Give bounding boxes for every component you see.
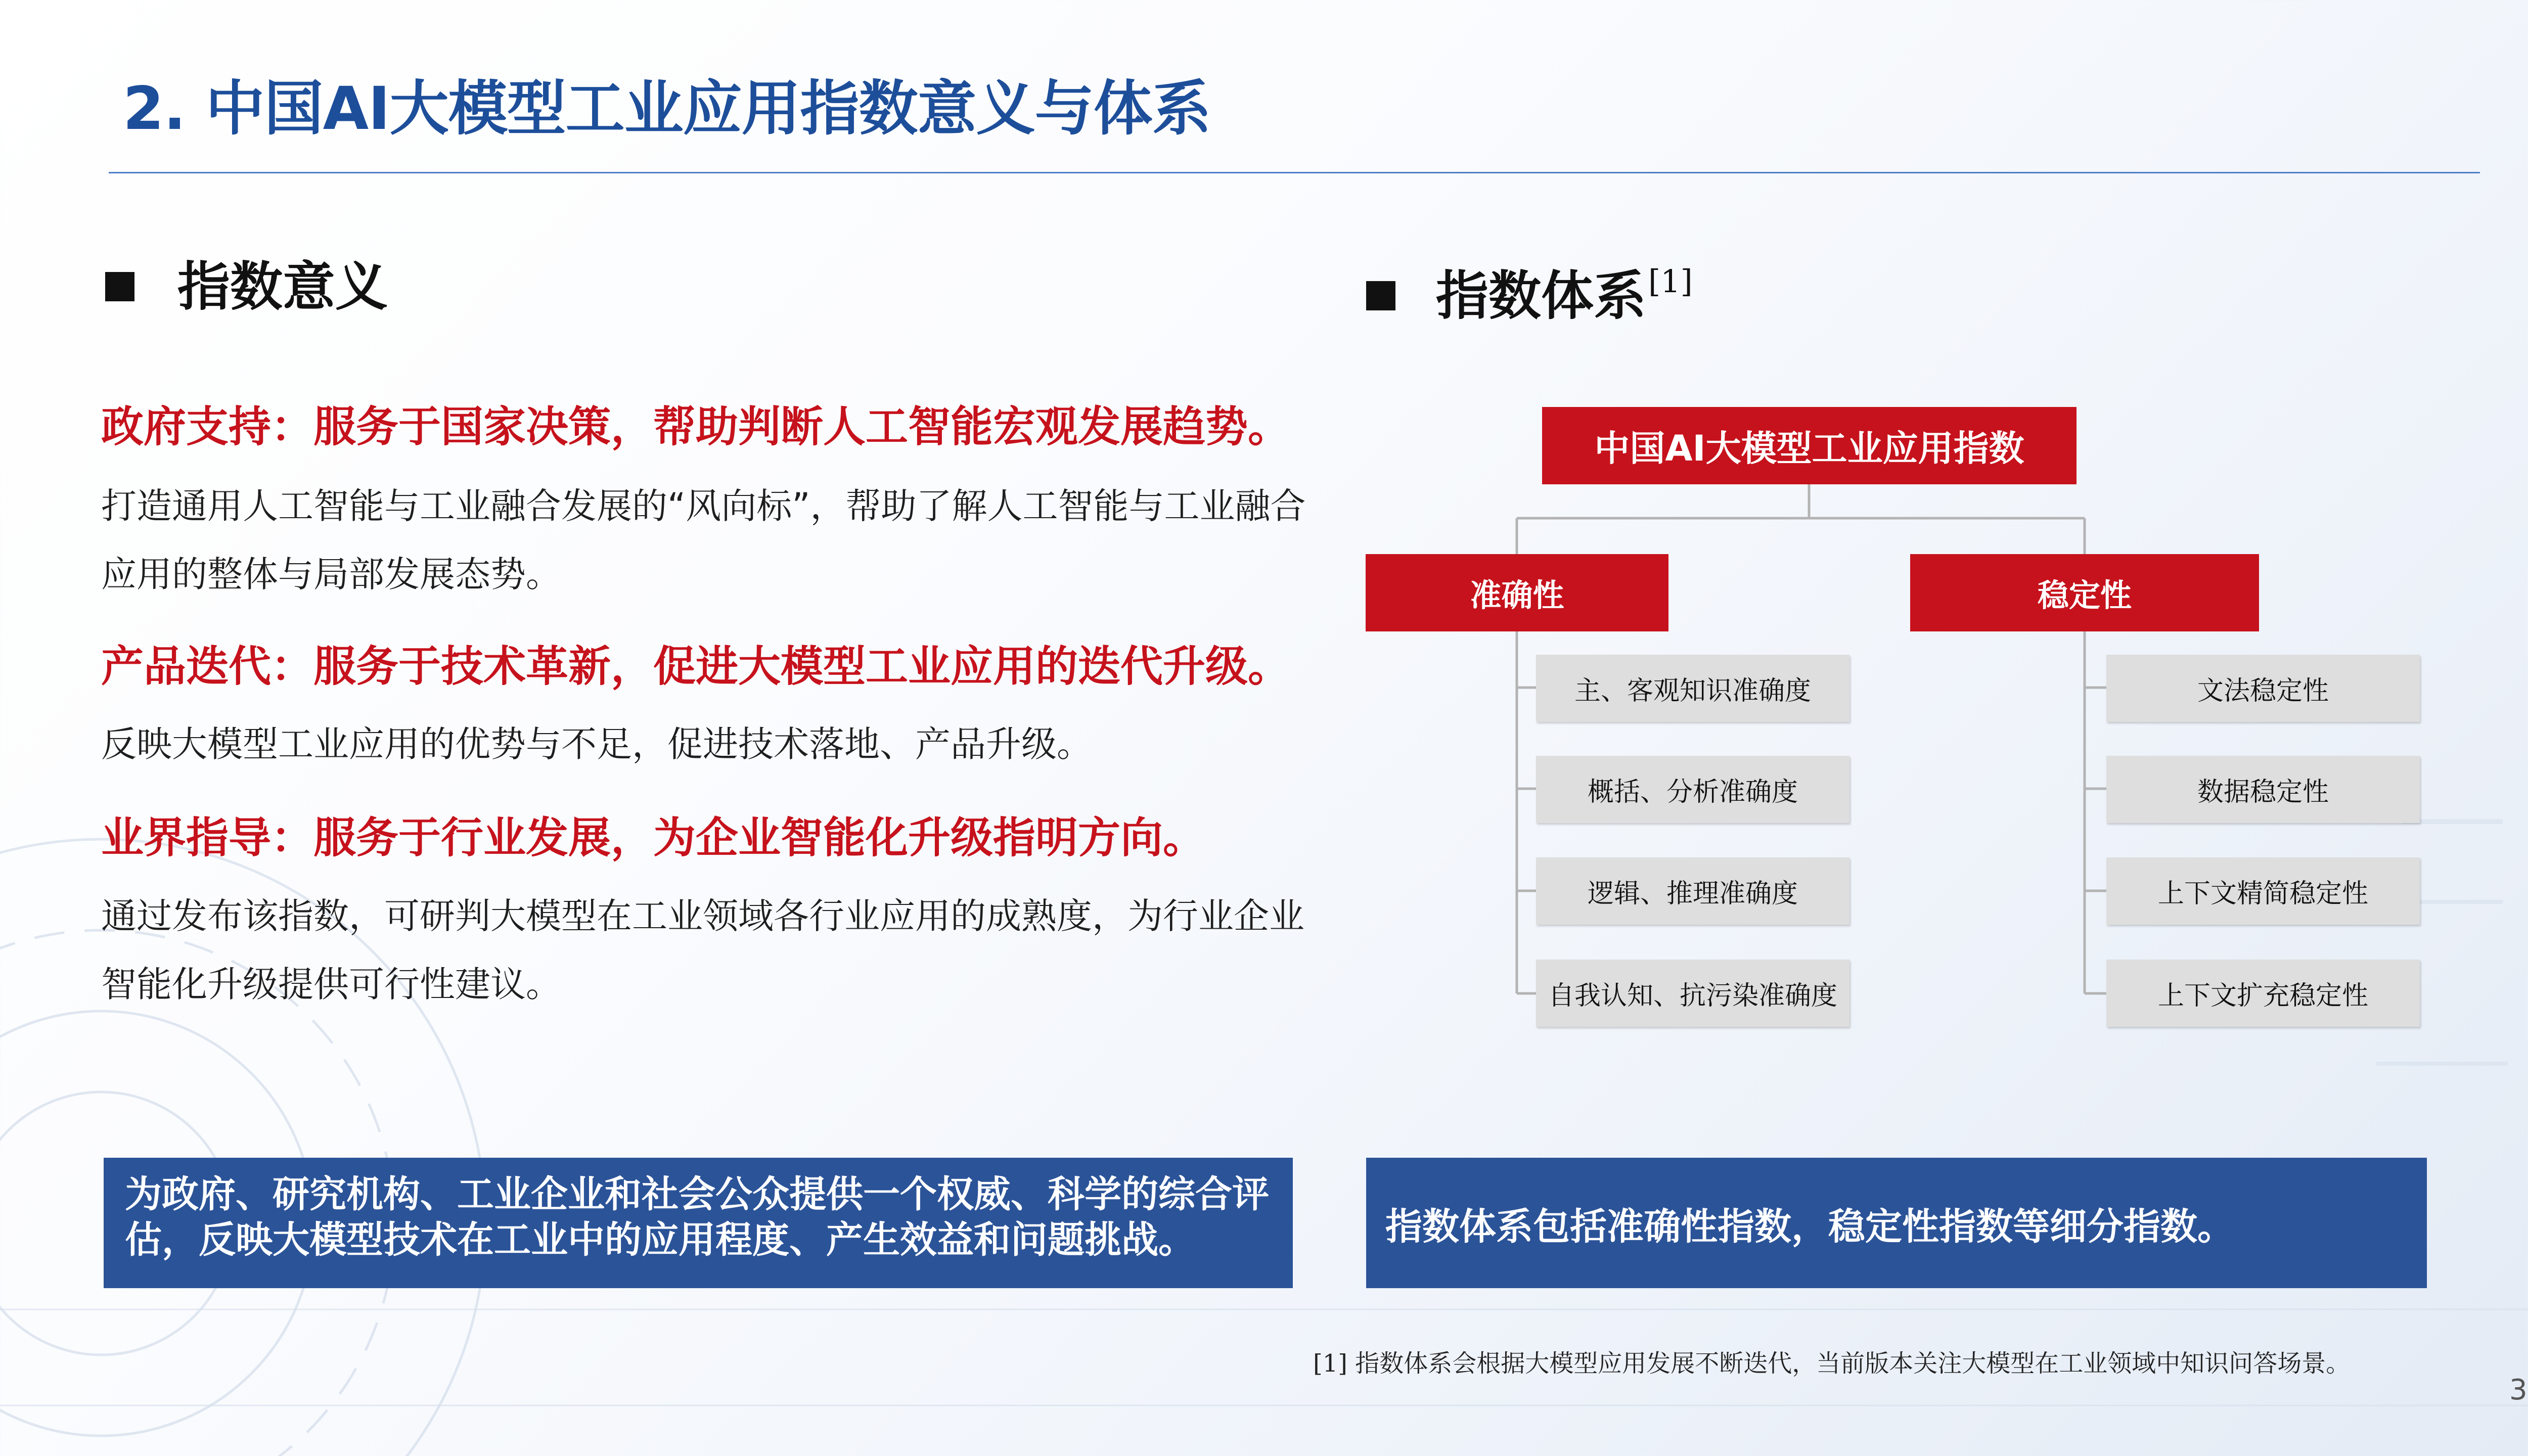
government-support-body: 打造通用人工智能与工业融合发展的“风向标”，帮助了解人工智能与工业融合应用的整体与局部发展态势。 xyxy=(101,485,1306,595)
accuracy-leaf: 概括、分析准确度 xyxy=(1536,756,1849,823)
accuracy-node: 准确性 xyxy=(1366,554,1668,631)
stability-leaf: 上下文扩充稳定性 xyxy=(2106,960,2420,1027)
product-iteration-heading: 产品迭代：服务于技术革新，促进大模型工业应用的迭代升级。 xyxy=(101,642,1291,691)
left-callout: 为政府、研究机构、工业企业和社会公众提供一个权威、科学的综合评估，反映大模型技术在工业中的应用程度、产生效益和问题挑战。 xyxy=(104,1158,1293,1288)
product-iteration-body: 反映大模型工业应用的优势与不足，促进技术落地、产品升级。 xyxy=(101,723,1092,765)
government-support-heading: 政府支持：服务于国家决策，帮助判断人工智能宏观发展趋势。 xyxy=(101,402,1291,451)
tree-root-node: 中国AI大模型工业应用指数 xyxy=(1542,407,2076,484)
accuracy-leaf: 自我认知、抗污染准确度 xyxy=(1536,960,1849,1027)
industry-guidance-heading: 业界指导：服务于行业发展，为企业智能化升级指明方向。 xyxy=(101,813,1206,862)
page-number: 3 xyxy=(2509,1374,2527,1406)
heading-footnote-ref: [1] xyxy=(1648,263,1693,300)
accuracy-leaf: 主、客观知识准确度 xyxy=(1536,655,1849,722)
footnote xyxy=(1313,1344,2451,1379)
accuracy-leaf: 逻辑、推理准确度 xyxy=(1536,857,1849,925)
right-callout: 指数体系包括准确性指数，稳定性指数等细分指数。 xyxy=(1366,1158,2427,1288)
stability-leaf: 数据稳定性 xyxy=(2106,756,2420,823)
page-title: 2. 中国AI大模型工业应用指数意义与体系 xyxy=(123,74,1211,143)
stability-leaf: 文法稳定性 xyxy=(2106,655,2420,722)
stability-node: 稳定性 xyxy=(1910,554,2259,631)
footnote-ref: [1] xyxy=(1313,1349,1347,1378)
footnote-text: 指数体系会根据大模型应用发展不断迭代，当前版本关注大模型在工业领域中知识问答场景。 xyxy=(1355,1349,2351,1378)
right-heading-text: 指数体系 xyxy=(1436,265,1647,327)
left-heading-text: 指数意义 xyxy=(177,256,388,317)
stability-leaf: 上下文精简稳定性 xyxy=(2106,857,2420,925)
industry-guidance-body: 通过发布该指数，可研判大模型在工业领域各行业应用的成熟度，为行业企业智能化升级提供可行性建议。 xyxy=(101,895,1304,1005)
